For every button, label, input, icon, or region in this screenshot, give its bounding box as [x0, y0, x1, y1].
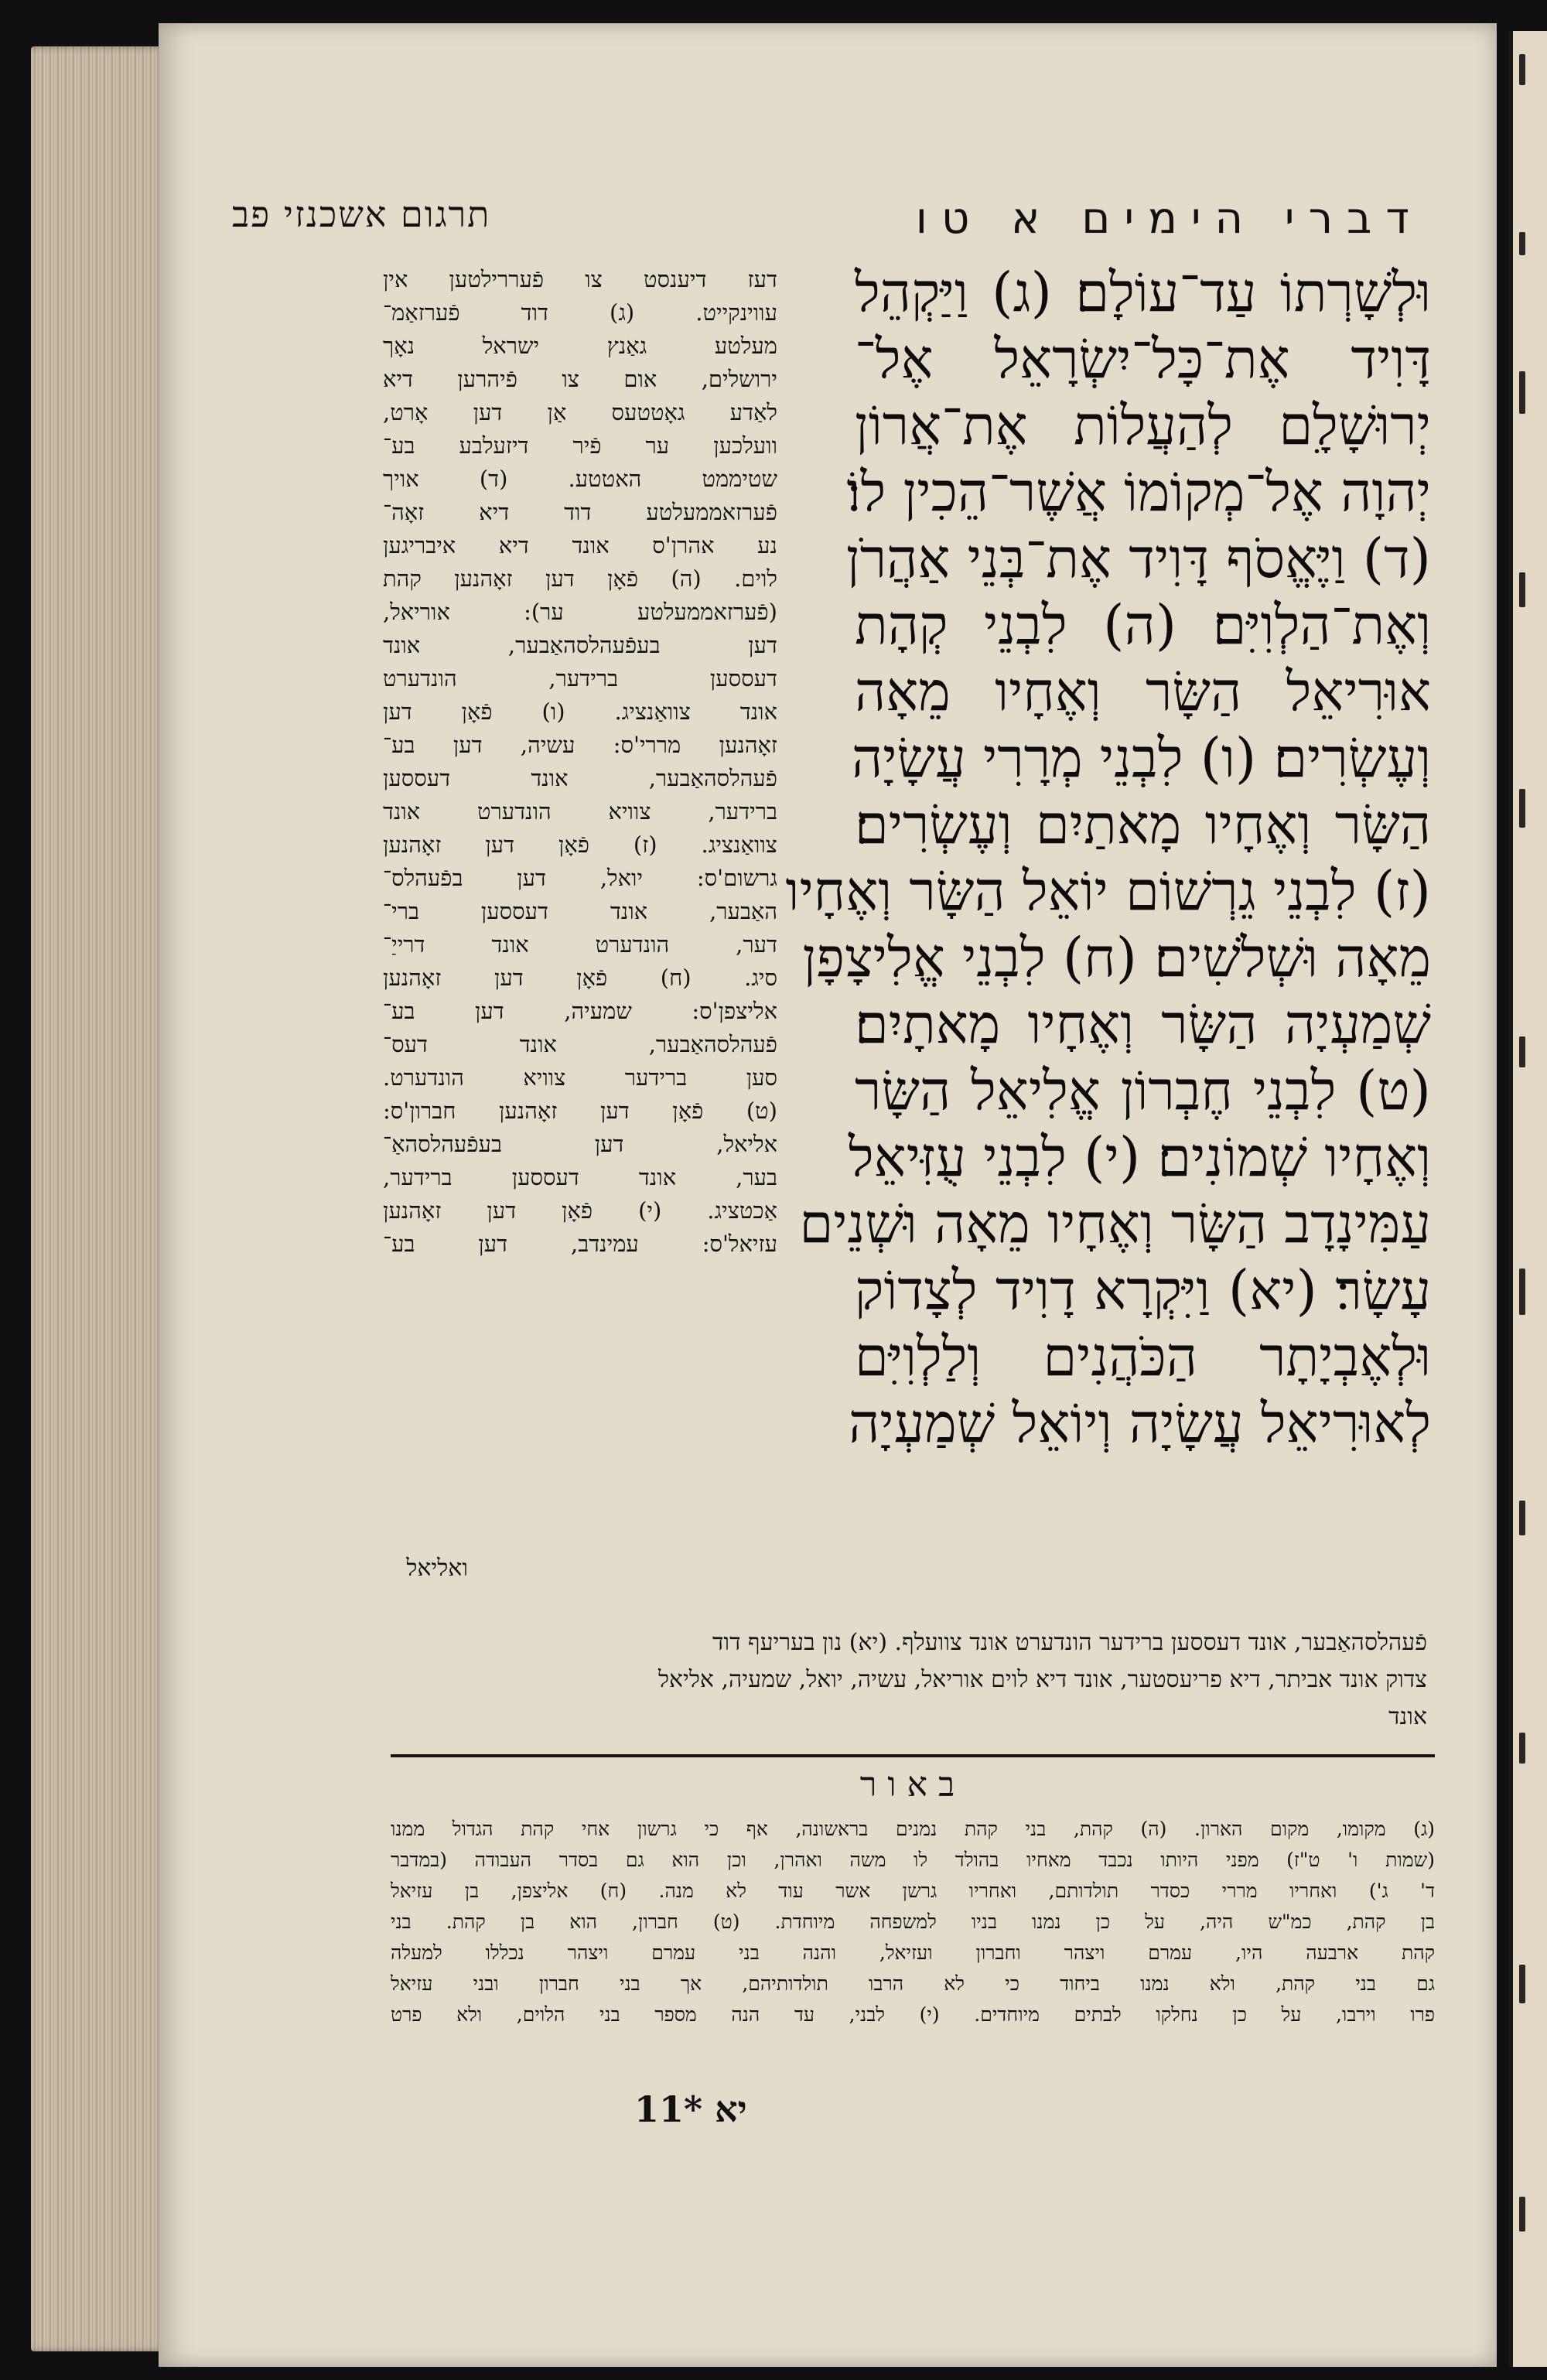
commentary-line: גם בני קהת, ולא נמנו ביחוד כי לא הרבו תולדותיהם, אך בני חברון ובני עזיאל: [391, 1972, 1435, 1995]
hebrew-line: (ט) לִבְנֵי חֶבְרוֹן אֱלִיאֵל הַשָּׂר: [855, 1059, 1431, 1122]
commentary-line: (שמות ו' ט"ז) מפני היותו נכבד מאחיו בהולד לו משה ואהרן, וכן הוא גם בסדר העבודה (במדבר: [391, 1849, 1435, 1871]
translation-line: אַכטציג. (י) פֿאָן דען זאָהנען: [383, 1197, 777, 1224]
translation-line: פֿערזאממעלטע דוד דיא זאָה־: [383, 499, 777, 525]
translation-line: האַבער, אונד דעססען ברי־: [383, 898, 777, 924]
translation-line: גרשום'ס: יואל, דען בפֿעהלס־: [383, 865, 777, 891]
translation-line: דען בעפֿעהלסהאַבער, אונד: [383, 632, 777, 658]
translation-line: שטיממט האטטע. (ד) אויך: [383, 466, 777, 492]
commentary-line: בן קהת, כמ"ש היה, על כן נמנו בניו למשפחה מיוחדת. (ט) חברון, הוא בן קהת. בני: [391, 1910, 1435, 1933]
section-divider: [391, 1754, 1435, 1757]
translation-line: אליאל, דען בעפֿעהלסהאַ־: [383, 1131, 777, 1157]
translation-line: צוואַנציג. (ז) פֿאָן דען זאָהנען: [383, 831, 777, 858]
translation-line: דעז דיענסט צו פֿעררילטען אין: [383, 266, 777, 292]
translation-full-width: [383, 1624, 1427, 1736]
commentary-title: באור: [859, 1765, 966, 1805]
translation-line: פֿעהלסהאַבער, אונד דעס־: [383, 1031, 777, 1057]
translation-line: בער, אונד דעססען ברידער,: [383, 1164, 777, 1190]
translation-line: (פֿערזאממעלטע ער): אוריאל,: [383, 599, 777, 625]
catchword: ואליאל: [406, 1555, 468, 1582]
hebrew-line: עַמִּינָדָב הַשָּׂר וְאֶחָיו מֵאָה וּשְׁנֵים: [799, 1192, 1431, 1255]
hebrew-line: וְאֶחָיו שְׁמוֹנִים׃ (י) לִבְנֵי עֻזִּיאֵל: [848, 1125, 1431, 1189]
hebrew-line: וּלְשָׁרְתוֹ עַד־עוֹלָם׃ (ג) וַיַּקְהֵל: [855, 261, 1431, 324]
translation-line: דער, הונדערט אונד דרייַ־: [383, 931, 777, 958]
hebrew-line: לְאוּרִיאֵל עֲשָׂיָה וְיוֹאֵל שְׁמַעְיָה: [849, 1391, 1431, 1455]
translation-line: סען ברידער צוויא הונדערט.: [383, 1064, 777, 1091]
translation-line: (ט) פֿאָן דען זאָהנען חברון'ס:: [383, 1098, 777, 1124]
translation-line: אונד צוואַנציג. (ו) פֿאָן דען: [383, 698, 777, 725]
hebrew-line: דָּוִיד אֶת־כָּל־יִשְׂרָאֵל אֶל־: [855, 327, 1431, 391]
hebrew-line: וּלְאֶבְיָתָר הַכֹּהֲנִים וְלַלְוִיִּם: [855, 1325, 1431, 1388]
hebrew-line: וְאֶת־הַלְוִיִּם׃ (ה) לִבְנֵי קְהָת: [855, 593, 1431, 657]
running-header-book-title: דברי הימים א טו: [915, 193, 1423, 244]
hebrew-line: וְעֶשְׂרִים׃ (ו) לִבְנֵי מְרָרִי עֲשָׂיָה: [851, 726, 1431, 790]
translation-line: זאָהנען מררי'ס: עשיה, דען בע־: [383, 732, 777, 758]
translation-full-line: אונד: [1388, 1703, 1427, 1730]
translation-line: לאַדע גאָטטעס אַן דען אָרט,: [383, 399, 777, 425]
commentary-line: (ג) מקומו, מקום הארון. (ה) קהת, בני קהת נמנים בראשונה, אף כי גרשון אחי קהת הגדול ממנו: [391, 1818, 1435, 1840]
translation-line: סיג. (ח) פֿאָן דען זאָהנען: [383, 965, 777, 991]
translation-full-line: צדוק אונד אביתר, דיא פריעסטער, אונד דיא לוים אוריאל, עשיה, יואל, שמעיה, אליאל: [658, 1666, 1427, 1693]
hebrew-line: עָשָׂר׃ (יא) וַיִּקְרָא דָוִיד לְצָדוֹק: [855, 1258, 1431, 1322]
translation-full-line: פֿעהלסהאַבער, אונד דעססען ברידער הונדערט אונד צוועלף. (יא) נון בעריעף דוד: [712, 1629, 1427, 1656]
translation-column: [383, 263, 777, 1261]
hebrew-line: (ז) לִבְנֵי גֵרְשׁוֹם יוֹאֵל הַשָּׂר וְאֶחָיו: [785, 859, 1431, 923]
translation-line: פֿעהלסהאַבער, אונד דעססען: [383, 765, 777, 791]
translation-line: אליצפן'ס: שמעיה, דען בע־: [383, 998, 777, 1024]
translation-line: ירושלים, אום צו פֿיהרען דיא: [383, 366, 777, 392]
commentary-line: ד' ג') ואחריו מררי כסדר תולדותם, ואחריו גרשן אשר עוד לא מנה. (ח) אליצפן, בן עזיאל: [391, 1880, 1435, 1902]
translation-line: לוים. (ה) פֿאָן דען זאָהנען קהת: [383, 565, 777, 592]
adjacent-page-edge: [1508, 31, 1547, 2367]
hebrew-text-column: [785, 259, 1431, 1456]
hebrew-line: אוּרִיאֵל הַשָּׂר וְאֶחָיו מֵאָה: [855, 660, 1431, 723]
translation-line: ברידער, צוויא הונדערט אונד: [383, 798, 777, 825]
hebrew-line: יְרוּשָׁלִָם לְהַעֲלוֹת אֶת־אֲרוֹן: [855, 394, 1431, 457]
hebrew-line: הַשָּׂר וְאֶחָיו מָאתַיִם וְעֶשְׂרִים׃: [855, 793, 1431, 856]
translation-line: עווינקייט. (ג) דוד פֿערזאַמ־: [383, 299, 777, 326]
translation-line: נע אהרן'ס אונד דיא איבריגען: [383, 532, 777, 558]
running-header-translation-title: תרגום אשכנזי פב: [232, 193, 491, 235]
translation-line: וועלכען ער פֿיר דיזעלבע בע־: [383, 432, 777, 459]
translation-line: מעלטע גאַנץ ישראל נאָך: [383, 333, 777, 359]
hebrew-line: מֵאָה וּשְׁלֹשִׁים׃ (ח) לִבְנֵי אֱלִיצָפָן: [802, 926, 1431, 989]
page-number: יא *11: [634, 2088, 747, 2130]
hebrew-line: (ד) וַיֶּאֱסֹף דָּוִיד אֶת־בְּנֵי אַהֲרֹן: [845, 527, 1431, 590]
translation-line: דעססען ברידער, הונדערט: [383, 665, 777, 691]
hebrew-line: שְׁמַעְיָה הַשָּׂר וְאֶחָיו מָאתָיִם׃: [855, 992, 1431, 1056]
hebrew-line: יְהוָה אֶל־מְקוֹמוֹ אֲשֶׁר־הֵכִין לוֹ׃: [846, 460, 1431, 524]
translation-line: עזיאל'ס: עמינדב, דען בע־: [383, 1231, 777, 1257]
book-fore-edge: [31, 46, 166, 2351]
commentary-line: פרו וירבו, על כן נחלקו לבתים מיוחדים. (י) לבני, עד הנה מספר בני הלוים, ולא פרט: [391, 2003, 1435, 2026]
commentary-notes: [391, 1814, 1435, 2030]
commentary-line: קהת ארבעה היו, עמרם ויצהר וחברון ועזיאל, והנה בני עמרם ויצהר נכללו למעלה: [391, 1941, 1435, 1964]
